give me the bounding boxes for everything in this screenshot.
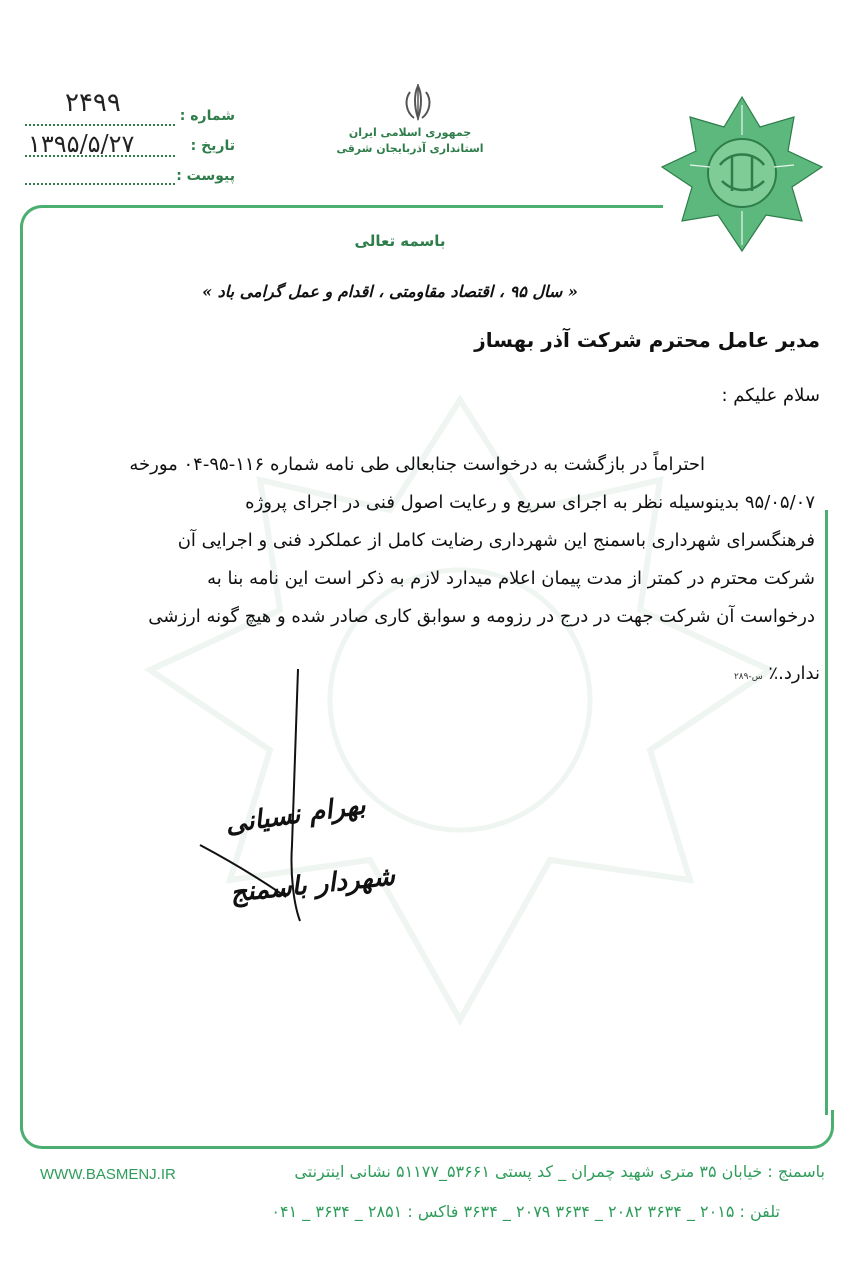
date-value: ۱۳۹۵/۵/۲۷ [28,130,135,158]
footer-phones: تلفن : ۲۰۱۵ _ ۳۶۳۴ ۲۰۸۲ _ ۳۶۳۴ ۲۰۷۹ _ ۳۶۳۴ فاکس : ۲۸۵۱ _ ۳۶۳۴ _ ۰۴۱ [271,1202,780,1221]
number-value: ۲۴۹۹ [65,88,121,118]
municipality-logo-icon [660,95,825,255]
attachment-dotted-line [25,183,175,185]
emblem-line-2: استانداری آذربایجان شرقی [336,142,484,155]
signature-title: شهردار باسمنج [228,861,397,909]
emblem-line-1: جمهوری اسلامی ایران [348,126,472,139]
signature-name: بهرام نسیانی [223,790,368,840]
letter-salutation: سلام علیکم : [721,385,820,406]
letter-body [95,446,815,636]
frame-top-border [20,205,663,232]
body-line-2: ۹۵/۰۵/۰۷ بدینوسیله نظر به اجرای سریع و رعایت اصول فنی در اجرای پروژه [245,492,815,513]
iran-emblem-icon [400,82,436,122]
body-line-5: درخواست آن شرکت جهت در درج در رزومه و سوابق کاری صادر شده و هیچ گونه ارزشی [148,606,815,627]
body-line-3: فرهنگسرای شهرداری باسمنج این شهرداری رضایت کامل از عملکرد فنی و اجرایی آن [177,530,815,551]
footer-website[interactable]: WWW.BASMENJ.IR [40,1166,176,1183]
frame-bottom-border [20,1110,834,1149]
frame-right-border [825,510,828,1115]
letter-last-line-text: ندارد.٪ [768,663,820,684]
body-line-4: شرکت محترم در کمتر از مدت پیمان اعلام میدارد لازم به ذکر است این نامه بنا به [207,568,815,589]
attachment-label: پیوست : [176,168,235,184]
letter-heading: باسمه تعالی [354,232,446,250]
letter-last-line [560,663,820,684]
reference-code: س-۲۸۹ [733,672,763,682]
letter-recipient: مدیر عامل محترم شرکت آذر بهساز [474,328,820,352]
date-label: تاریخ : [190,138,235,154]
letter-motto: « سال ۹۵ ، اقتصاد مقاومتی ، اقدام و عمل گرامی باد » [202,282,578,301]
number-label: شماره : [179,108,235,124]
footer-address: باسمنج : خیابان ۳۵ متری شهید چمران _ کد پستی ۵۳۶۶۱_۵۱۱۷۷ نشانی اینترنتی [294,1162,825,1181]
body-line-1: احتراماً در بازگشت به درخواست جنابعالی طی نامه شماره ۱۱۶-۹۵-۰۴ مورخه [129,454,705,475]
number-dotted-line [25,124,175,126]
frame-left-border [20,225,23,1130]
